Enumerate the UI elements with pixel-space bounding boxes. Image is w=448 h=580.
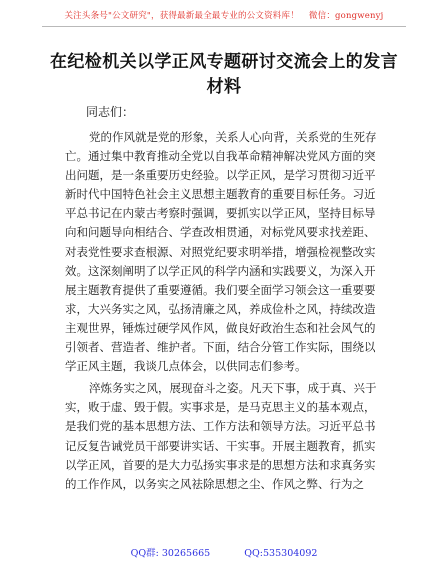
body-line: 出问题，是一条重要历史经验。以学正风，是学习贯彻习近平 <box>65 168 376 183</box>
body-line: 以学正风，首要的是大力弘扬实事求是的思想方法和求真务实 <box>65 457 376 472</box>
body-line: 学正风主题，我谈几点体会，以供同志们参考。 <box>65 359 307 374</box>
title-line-2: 材料 <box>206 77 242 97</box>
body-line: 主观世界，锤炼过硬学风作风，做良好政治生态和社会风气的 <box>65 320 376 335</box>
body-line: 是我们党的基本思想方法、工作方法和领导方法。习近平总书 <box>65 419 376 434</box>
paragraph-2 <box>65 379 385 494</box>
salutation: 同志们： <box>86 105 135 119</box>
banner-promo-text: 关注头条号"公文研究"，获得最新最全最专业的公文资料库！ <box>64 11 299 21</box>
footer-qq: QQ:535304092 <box>244 548 318 559</box>
body-line: 求，大兴务实之风，弘扬清廉之风，养成俭朴之风，持续改造 <box>65 301 376 316</box>
footer-qq-group: QQ群: 30265665 <box>130 548 211 559</box>
body-line: 的工作作风，以务实之风祛除思想之尘、作风之弊、行为之 <box>65 476 364 491</box>
body-line: 实，败于虚、毁于假。实事求是，是马克思主义的基本观点， <box>65 400 376 415</box>
title-line-1: 在纪检机关以学正风专题研讨交流会上的发言 <box>50 52 398 72</box>
body-line: 展主题教育提供了重要遵循。我们要全面学习领会这一重要要 <box>65 282 376 297</box>
body-line: 亡。通过集中教育推动全党以自我革命精神解决党风方面的突 <box>65 149 376 164</box>
body-line: 党的作风就是党的形象，关系人心向背，关系党的生死存 <box>89 130 377 144</box>
paragraph-1 <box>65 128 385 376</box>
body-line: 效。这深刻阐明了以学正风的科学内涵和实践要义，为深入开 <box>65 263 376 278</box>
footer-contact <box>0 545 448 559</box>
document-body <box>65 128 385 494</box>
document-title <box>40 50 408 100</box>
body-line: 记反复告诫党员干部要讲实话、干实事。开展主题教育，抓实 <box>65 438 376 453</box>
body-line: 引领者、营造者、维护者。下面，结合分管工作实际，围绕以 <box>65 340 376 355</box>
banner-wechat-text: 微信：gongwenyj <box>308 11 384 21</box>
header-divider <box>42 26 406 27</box>
body-line: 平总书记在内蒙古考察时强调，要抓实以学正风，坚持目标导 <box>65 206 376 221</box>
body-line: 新时代中国特色社会主义思想主题教育的重要目标任务。习近 <box>65 187 376 202</box>
body-line: 对表党性要求查根源、对照党纪要求明举措，增强检视整改实 <box>65 244 376 259</box>
body-line: 向和问题导向相结合、学查改相贯通，对标党风要求找差距、 <box>65 225 376 240</box>
header-banner <box>0 9 448 21</box>
body-line: 淬炼务实之风，展现奋斗之姿。凡天下事，成于真、兴于 <box>89 381 377 396</box>
